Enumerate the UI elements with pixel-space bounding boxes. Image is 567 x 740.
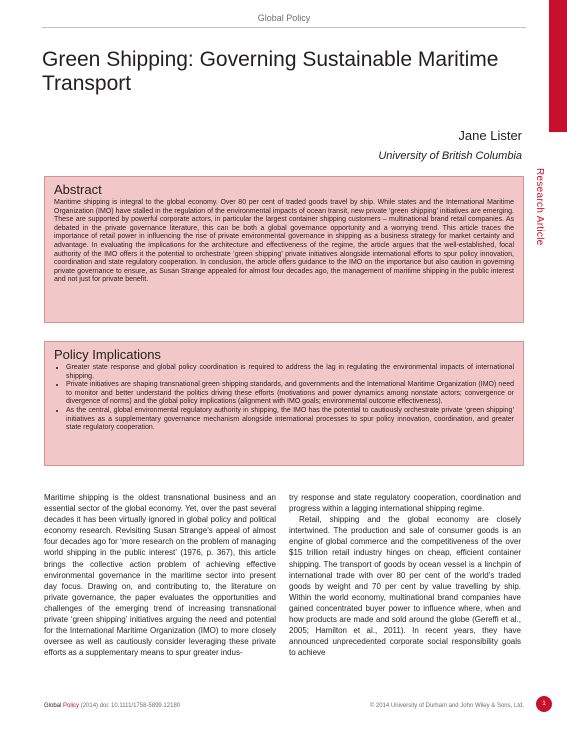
article-type-label: Research Article <box>534 168 545 246</box>
author-name: Jane Lister <box>458 128 522 143</box>
policy-item: • Greater state response and global policy coordination is required to address the lag in regulating the environmental impacts of international shipping. <box>66 364 514 381</box>
footer-journal <box>44 703 79 709</box>
body-paragraph: try response and state regulatory cooperation, coordination and progress within a lagging international shipping regime. <box>289 493 521 514</box>
body-paragraph: Maritime shipping is the oldest transnational business and an essential sector of the global economy. Yet, over the past several decades it has been virtually ignored in global policy and political economy research. Revisiting Susan Strange’s appeal of almost four decades ago for ‘more research on the problem of managing world shipping in the public interest’ (1976, p. 367), this article brings the collective action problem of achieving effective environmental governance in the maritime sector into present day focus. Drawing on, and contributing to, the literature on private governance, the paper evaluates the opportunities and challenges of the emerging trend of increasing transnational private ‘green shipping’ initiatives arguing the need and potential for the International Maritime Organization (IMO) to more closely oversee as well as cautiously consider leveraging these private efforts as a supplementary means to spur greater indus- <box>44 493 276 658</box>
footer-citation: (2014) doi: 10.1111/1758-5899.12180 <box>79 703 181 709</box>
section-tab <box>549 0 567 132</box>
policy-item: • As the central, global environmental regulatory authority in shipping, the IMO has the potential to cautiously orchestrate private ‘green shipping’ initiatives as a supplementary governance mechanism alongside international processes to spur policy innovation, coordination, and greater state regulatory cooperation. <box>66 407 514 433</box>
abstract-box <box>44 176 524 323</box>
page-number: 1 <box>536 696 552 712</box>
abstract-text: Maritime shipping is integral to the global economy. Over 80 per cent of traded goods travel by ship. While states and the International Maritime Organization (IMO) have stalled in the regulation of the environmental impacts of ocean transit, new private ‘green shipping’ initiatives are emerging. These are supported by powerful corporate actors, in particular the largest container shipping customers – multinational brand retail companies. As debated in the private governance literature, this can be both a global governance opportunity and a worrying trend. This article traces the importance of retail power in influencing the rise of private environmental governance in shipping as a business strategy for market certainty and advantage. In evaluating the implications for the architecture and effectiveness of the regime, the article argues that the well-established, focal authority of the IMO offers it the potential to orchestrate ‘green shipping’ private initiatives alongside international efforts to spur policy innovation, coordination and state regulatory cooperation. In conclusion, the article offers guidance to the IMO on the importance but also caution in governing private governance to ensure, as Susan Strange appealed for almost four decades ago, the management of maritime shipping in the public interest and not just for private benefit. <box>54 199 514 284</box>
policy-item: • Private initiatives are shaping transnational green shipping standards, and governments and the International Maritime Organization (IMO) need to monitor and better understand the politics driving these efforts (motivations and power dynamics among nonstate actors; convergence or divergence of norms) and the global policy implications (alignment with IMO goals; environmental outcome effectiveness). <box>66 381 514 407</box>
policy-implications-box <box>44 341 524 466</box>
author-affiliation: University of British Columbia <box>378 150 522 162</box>
journal-header: Global Policy <box>42 13 526 28</box>
footer-journal-global: Global <box>44 703 64 709</box>
body-column-left <box>44 492 276 658</box>
article-title: Green Shipping: Governing Sustainable Maritime Transport <box>42 48 499 95</box>
body-column-right <box>289 492 521 658</box>
footer-copyright: © 2014 University of Durham and John Wiley & Sons, Ltd. <box>369 703 524 709</box>
page-footer <box>44 703 524 709</box>
footer-journal-policy: Policy <box>63 703 80 709</box>
policy-heading: Policy Implications <box>54 347 161 362</box>
policy-list <box>54 364 514 433</box>
body-paragraph: Retail, shipping and the global economy are closely intertwined. The production and sale of consumer goods is an engine of global commerce and the competitiveness of the over $15 trillion retail industry hinges on cheap, efficient container shipping. The transport of goods by ocean vessel is a linchpin of international trade with over 80 per cent of the world’s traded goods by weight and 70 per cent by value travelling by ship. Within the world economy, multinational brand companies have gained concentrated buyer power to influence where, when and how products are made and sold around the globe (Gereffi et al., 2005; Hamilton et al., 2011). In recent years, they have announced unprecedented corporate social responsibility goals to achieve <box>289 515 521 658</box>
abstract-heading: Abstract <box>54 182 102 197</box>
